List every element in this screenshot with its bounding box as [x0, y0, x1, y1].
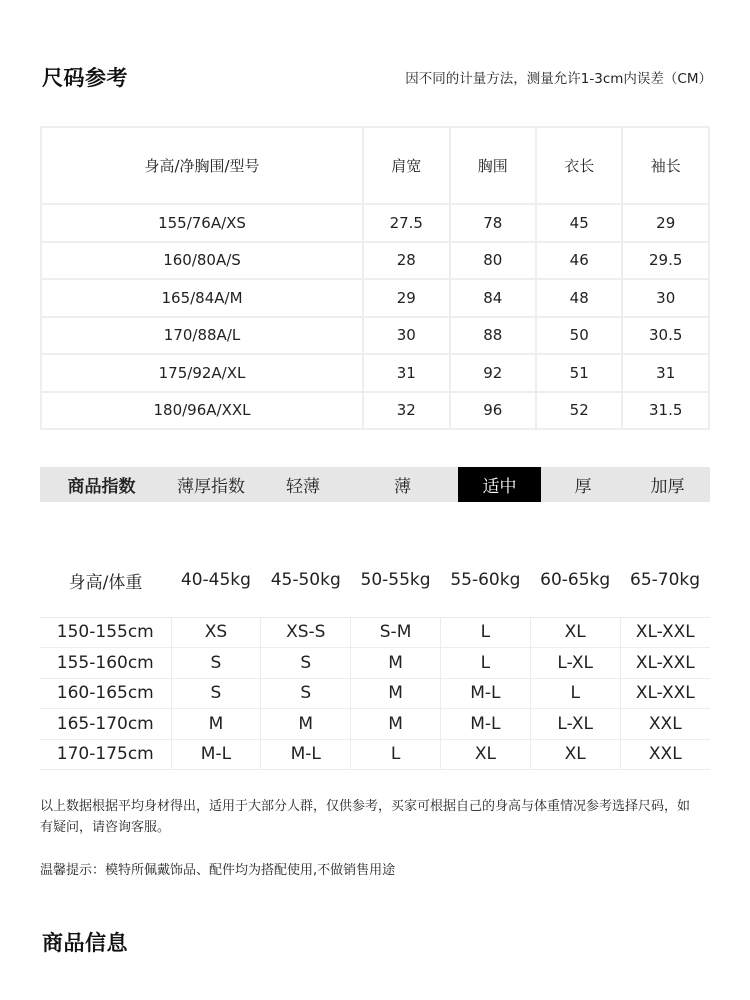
table-cell: 29.5: [622, 242, 709, 280]
table-row: [41, 392, 709, 430]
table-row: [41, 242, 709, 280]
header-chest: 胸围: [450, 127, 536, 204]
table-cell: 51: [536, 354, 622, 392]
table-cell: L: [530, 678, 620, 709]
table-cell: L: [440, 648, 530, 679]
table-row: [41, 317, 709, 355]
table-row: [40, 648, 710, 679]
thickness-item-extra-thick: 加厚: [650, 477, 685, 497]
table-cell: S: [171, 678, 261, 709]
table-cell: 30.5: [622, 317, 709, 355]
hw-header-weight: 60-65kg: [540, 570, 611, 590]
table-row: [41, 204, 709, 242]
table-cell: S-M: [351, 617, 441, 648]
table-cell: 30: [363, 317, 450, 355]
table-cell: 32: [363, 392, 450, 430]
table-cell: 96: [450, 392, 536, 430]
table-cell: M-L: [171, 739, 261, 770]
header-shoulder: 肩宽: [363, 127, 450, 204]
table-cell: 31.5: [622, 392, 709, 430]
hw-header-weight: 65-70kg: [630, 570, 701, 590]
table-cell: 155/76A/XS: [41, 204, 363, 242]
table-cell: 180/96A/XXL: [41, 392, 363, 430]
table-cell: 28: [363, 242, 450, 280]
table-cell: 160/80A/S: [41, 242, 363, 280]
product-index-label: 商品指数: [67, 477, 136, 497]
hw-header-weight: 45-50kg: [270, 570, 341, 590]
size-table-header-row: [41, 127, 709, 204]
thickness-item-thin: 薄: [394, 477, 411, 497]
hw-header-weight: 40-45kg: [180, 570, 251, 590]
table-cell: M-L: [440, 709, 530, 740]
table-cell: 160-165cm: [40, 678, 171, 709]
table-cell: 46: [536, 242, 622, 280]
table-cell: S: [261, 678, 351, 709]
thickness-item-index: 薄厚指数: [177, 477, 245, 497]
table-cell: XS: [171, 617, 261, 648]
table-cell: XL: [440, 739, 530, 770]
table-cell: XL-XXL: [620, 648, 710, 679]
table-cell: S: [261, 648, 351, 679]
table-cell: 78: [450, 204, 536, 242]
size-disclaimer: 以上数据根据平均身材得出，适用于大部分人群，仅供参考，买家可根据自己的身高与体重情况参考选择尺码，如有疑问，请咨询客服。: [40, 799, 691, 835]
hw-header-weight: 55-60kg: [450, 570, 521, 590]
table-cell: M: [351, 648, 441, 679]
table-cell: M: [261, 709, 351, 740]
table-cell: 45: [536, 204, 622, 242]
hw-header-row: [40, 560, 710, 600]
table-cell: 48: [536, 279, 622, 317]
size-reference-title: 尺码参考: [42, 66, 128, 90]
header-model: 身高/净胸围/型号: [41, 127, 363, 204]
table-cell: L: [351, 739, 441, 770]
table-cell: 30: [622, 279, 709, 317]
table-cell: 92: [450, 354, 536, 392]
table-cell: XXL: [620, 709, 710, 740]
table-cell: 155-160cm: [40, 648, 171, 679]
table-cell: 52: [536, 392, 622, 430]
product-info-title: 商品信息: [42, 931, 128, 955]
table-cell: XS-S: [261, 617, 351, 648]
table-cell: M-L: [261, 739, 351, 770]
hw-header-height-weight: 身高/体重: [68, 572, 143, 593]
table-row: [41, 279, 709, 317]
table-row: [40, 739, 710, 770]
table-cell: 88: [450, 317, 536, 355]
header-sleeve: 袖长: [622, 127, 709, 204]
warm-reminder: 温馨提示：模特所佩戴饰品、配件均为搭配使用,不做销售用途: [40, 863, 396, 878]
table-cell: 170-175cm: [40, 739, 171, 770]
table-cell: 170/88A/L: [41, 317, 363, 355]
table-cell: 31: [622, 354, 709, 392]
table-cell: 29: [363, 279, 450, 317]
table-cell: 27.5: [363, 204, 450, 242]
table-cell: 31: [363, 354, 450, 392]
height-weight-table: [40, 560, 710, 770]
table-row: [41, 354, 709, 392]
table-cell: L-XL: [530, 648, 620, 679]
table-cell: 29: [622, 204, 709, 242]
table-cell: 150-155cm: [40, 617, 171, 648]
table-cell: M: [351, 709, 441, 740]
table-cell: 175/92A/XL: [41, 354, 363, 392]
table-cell: 84: [450, 279, 536, 317]
table-cell: 165/84A/M: [41, 279, 363, 317]
table-cell: XL: [530, 617, 620, 648]
table-cell: 80: [450, 242, 536, 280]
table-cell: 50: [536, 317, 622, 355]
header-length: 衣长: [536, 127, 622, 204]
table-cell: XL-XXL: [620, 678, 710, 709]
table-cell: XL-XXL: [620, 617, 710, 648]
table-cell: 165-170cm: [40, 709, 171, 740]
table-row: [40, 709, 710, 740]
size-table: [40, 126, 710, 430]
table-cell: L-XL: [530, 709, 620, 740]
thickness-item-medium: 适中: [458, 467, 541, 502]
table-cell: M: [171, 709, 261, 740]
thickness-index-bar: [40, 467, 710, 502]
table-cell: XL: [530, 739, 620, 770]
table-row: [40, 678, 710, 709]
thickness-item-thick: 厚: [574, 477, 592, 497]
measurement-note: 因不同的计量方法，测量允许1-3cm内误差（CM）: [405, 71, 712, 87]
table-cell: M-L: [440, 678, 530, 709]
table-cell: XXL: [620, 739, 710, 770]
table-cell: S: [171, 648, 261, 679]
hw-header-weight: 50-55kg: [360, 570, 431, 590]
thickness-item-light: 轻薄: [286, 477, 320, 497]
table-cell: L: [440, 617, 530, 648]
table-cell: M: [351, 678, 441, 709]
table-row: [40, 617, 710, 648]
